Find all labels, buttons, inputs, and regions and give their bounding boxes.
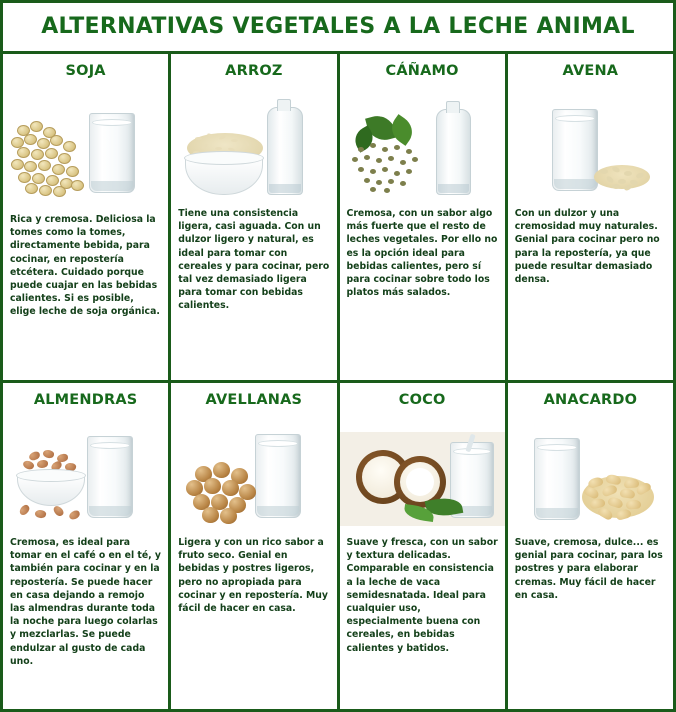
almonds-and-glass-illustration: [3, 414, 168, 532]
cell-soja: [3, 54, 171, 380]
cashews-and-glass-illustration: [508, 414, 673, 532]
cell-anacardo: [508, 383, 673, 709]
cell-title-canamo: CÁÑAMO: [385, 63, 459, 79]
cell-title-anacardo: ANACARDO: [543, 392, 638, 408]
page-title: ALTERNATIVAS VEGETALES A LA LECHE ANIMAL: [41, 14, 635, 39]
cell-title-arroz: ARROZ: [225, 63, 283, 79]
cell-almendras: [3, 383, 171, 709]
cell-avena: [508, 54, 673, 380]
rice-bowl-and-bottle-illustration: [171, 85, 336, 203]
cell-coco: [340, 383, 508, 709]
cell-title-avellanas: AVELLANAS: [205, 392, 303, 408]
cell-text-almendras: Cremosa, es ideal para tomar en el café o en el té, y también para cocinar y en la repostería. Se puede hacer en casa dejando a remojo las almendras durante toda la noche para luego colarlas y mezclarlas. Se puede endulzar al gusto de cada uno.: [10, 537, 161, 667]
cell-text-canamo: Cremosa, con un sabor algo más fuerte que el resto de leches vegetales. Por ello no es la opción ideal para bebidas calientes, pero sí para cocinar sobre todo los platos más salados.: [346, 208, 498, 299]
cell-title-coco: COCO: [398, 392, 446, 408]
grid-row: [3, 54, 673, 383]
oat-flakes-and-glass-illustration: [508, 85, 673, 203]
cell-title-almendras: ALMENDRAS: [33, 392, 138, 408]
grid-row: [3, 383, 673, 709]
cell-text-coco: Suave y fresca, con un sabor y textura delicadas. Comparable en consistencia a la leche de vaca semidesnatada. Ideal para cualquier uso, especialmente buena con cereales, en bebidas calientes y batidos.: [346, 537, 498, 654]
hemp-seeds-and-bottle-illustration: [340, 85, 505, 203]
cell-avellanas: [171, 383, 339, 709]
cell-text-avena: Con un dulzor y una cremosidad muy naturales. Genial para cocinar pero no para la repostería, ya que puede resultar demasiado densa.: [514, 208, 660, 285]
cell-title-soja: SOJA: [65, 63, 106, 79]
cell-text-arroz: Tiene una consistencia ligera, casi aguada. Con un dulzor ligero y natural, es ideal para tomar con cereales y para cocinar, pero tal vez demasiado ligera para tomar con bebidas calientes.: [178, 208, 330, 312]
coconut-and-glass-illustration: [340, 414, 505, 532]
cell-title-avena: AVENA: [562, 63, 619, 79]
soy-beans-and-glass-of-milk-illustration: [3, 85, 168, 203]
cell-text-anacardo: Suave, cremosa, dulce... es genial para cocinar, para los postres y para elaborar cremas. Muy fácil de hacer en casa.: [514, 537, 663, 601]
page-title-bar: [3, 3, 673, 54]
cell-text-soja: Rica y cremosa. Deliciosa la tomes como la tomes, directamente bebida, para cocinar, en repostería etcétera. Cuidado porque puede cuajar en las bebidas calientes. Si es posible, elige leche de soja orgánica.: [10, 214, 160, 318]
cell-arroz: [171, 54, 339, 380]
cell-text-avellanas: Ligera y con un rico sabor a fruto seco. Genial en bebidas y postres ligeros, pero no apropiada para cocinar y en repostería. Muy fácil de hacer en casa.: [178, 537, 328, 614]
hazelnuts-and-glass-illustration: [171, 414, 336, 532]
cell-canamo: [340, 54, 508, 380]
alternatives-grid: [3, 54, 673, 709]
